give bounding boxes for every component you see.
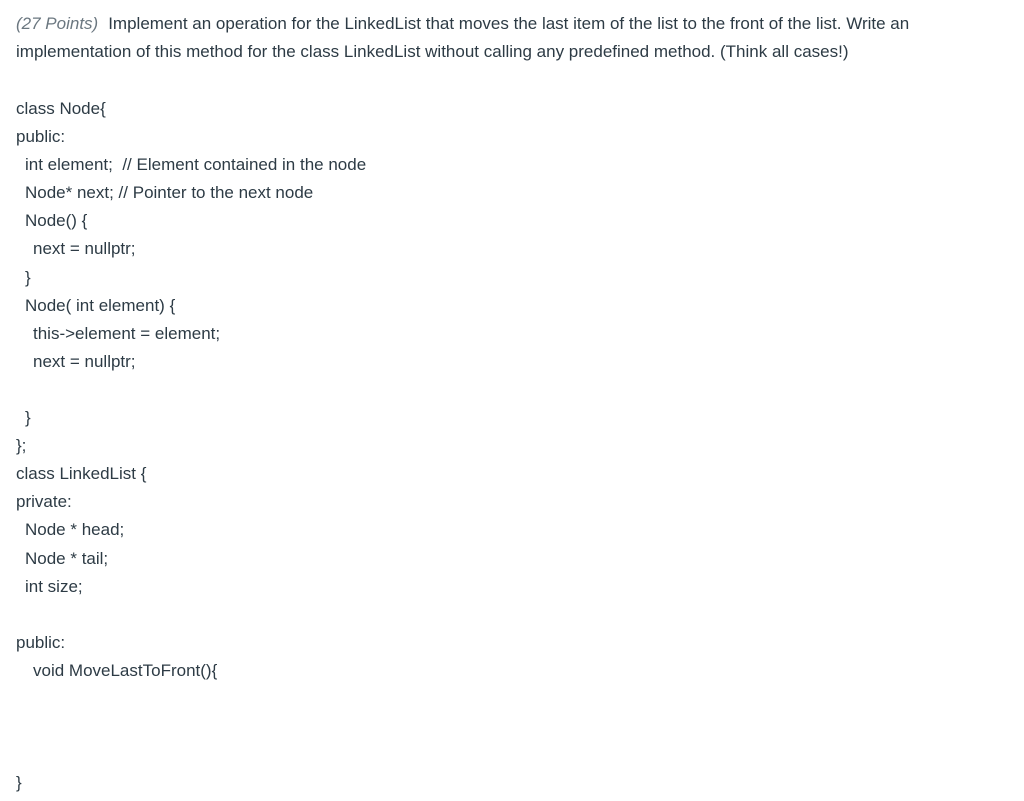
code-line: Node( int element) { — [25, 295, 176, 315]
code-line: public: — [16, 127, 66, 147]
blank-line — [16, 601, 366, 629]
code-line: class LinkedList { — [16, 464, 147, 484]
code-line: Node() { — [25, 211, 88, 231]
question-text: Implement an operation for the LinkedList that moves the last item of the list to the front of the list. Write an implementation of this method for the class LinkedList without calling any predefined method. (Think all cases!) — [16, 14, 910, 61]
code-line: Node * tail; — [25, 548, 109, 568]
code-line: next = nullptr; — [33, 351, 136, 371]
code-line: Node * head; — [25, 520, 125, 540]
code-line: } — [25, 267, 31, 287]
blank-line — [16, 685, 366, 713]
code-line: int element; // Element contained in the node — [25, 155, 367, 175]
code-line: class Node{ — [16, 99, 106, 118]
code-line: void MoveLastToFront(){ — [33, 660, 218, 680]
code-line: } — [25, 408, 31, 428]
code-line: }; — [16, 436, 27, 456]
code-line: Node* next; // Pointer to the next node — [25, 183, 314, 203]
blank-line — [16, 713, 366, 741]
code-line: next = nullptr; — [33, 239, 136, 259]
question-points: (27 Points) — [16, 14, 99, 33]
blank-line — [16, 376, 366, 404]
code-block — [16, 95, 366, 797]
code-line: int size; — [25, 576, 83, 596]
code-line: private: — [16, 492, 72, 512]
question-prompt — [16, 10, 1006, 66]
code-line: } — [16, 773, 22, 793]
code-line: public: — [16, 632, 66, 652]
blank-line — [16, 741, 366, 769]
code-line: this->element = element; — [33, 323, 221, 343]
